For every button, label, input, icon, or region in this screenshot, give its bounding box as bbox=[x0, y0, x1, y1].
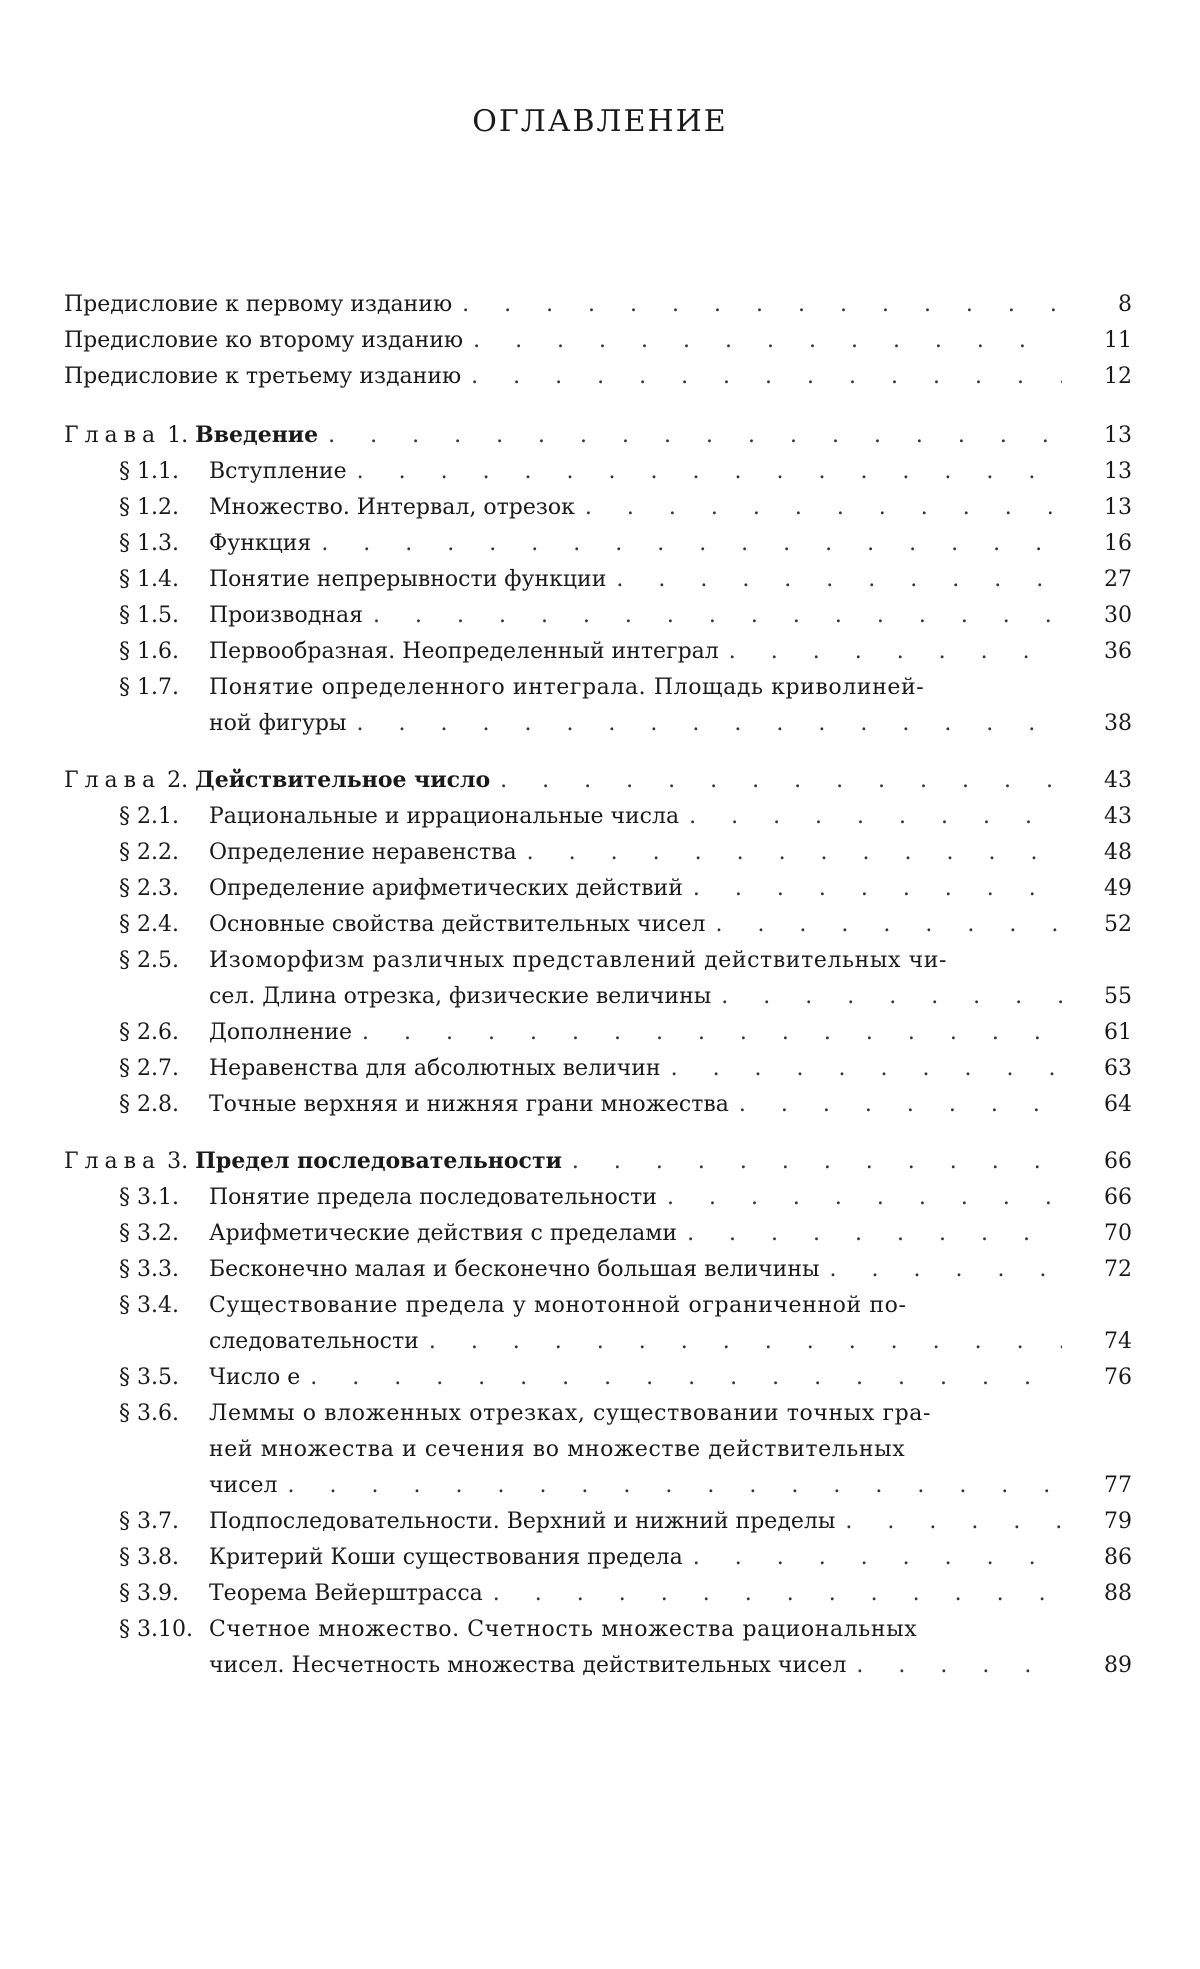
section-number: § 3.3. bbox=[119, 1257, 179, 1282]
toc-entry-section[interactable] bbox=[64, 1504, 1132, 1540]
dot-leader bbox=[288, 1468, 1062, 1504]
section-number: § 1.3. bbox=[119, 531, 179, 556]
section-title: Точные верхняя и нижняя грани множества bbox=[209, 1092, 729, 1117]
toc-entry-section[interactable] bbox=[64, 871, 1132, 907]
section-number: § 3.10. bbox=[119, 1617, 193, 1642]
section-title: Дополнение bbox=[209, 1020, 353, 1045]
toc-entry-section[interactable] bbox=[64, 1396, 1132, 1432]
section-title: Вступление bbox=[209, 459, 347, 484]
page-number: 11 bbox=[1104, 328, 1132, 353]
section-number: § 1.4. bbox=[119, 567, 179, 592]
dot-leader bbox=[729, 634, 1062, 670]
page-number: 13 bbox=[1104, 459, 1132, 484]
dot-leader bbox=[693, 871, 1062, 907]
toc-entry-continuation[interactable] bbox=[64, 706, 1132, 742]
page-title: ОГЛАВЛЕНИЕ bbox=[472, 104, 728, 139]
toc-entry-section[interactable] bbox=[64, 1180, 1132, 1216]
toc-entry-section[interactable] bbox=[64, 490, 1132, 526]
chapter-word: Глава bbox=[64, 768, 162, 793]
toc-entry-section[interactable] bbox=[64, 943, 1132, 979]
section-title: Понятие непрерывности функции bbox=[209, 567, 607, 592]
section-title: чисел bbox=[209, 1473, 278, 1498]
chapter-number: 1. bbox=[167, 423, 196, 448]
section-number: § 2.3. bbox=[119, 876, 179, 901]
chapter-number: 3. bbox=[167, 1149, 196, 1174]
toc-entry-section[interactable] bbox=[64, 1288, 1132, 1324]
dot-leader bbox=[830, 1252, 1063, 1288]
section-title: Первообразная. Неопределенный интеграл bbox=[209, 639, 719, 664]
page-number: 74 bbox=[1104, 1329, 1132, 1354]
dot-leader bbox=[462, 287, 1062, 323]
toc-entry-section[interactable] bbox=[64, 454, 1132, 490]
dot-leader bbox=[362, 1015, 1062, 1051]
section-number: § 3.8. bbox=[119, 1545, 179, 1570]
section-number: § 2.2. bbox=[119, 840, 179, 865]
section-title: следовательности bbox=[209, 1329, 419, 1354]
toc-entry-continuation[interactable] bbox=[64, 1468, 1132, 1504]
section-title: Арифметические действия с пределами bbox=[209, 1221, 678, 1246]
toc-entry-preface[interactable] bbox=[64, 359, 1132, 395]
toc-entry-chapter[interactable] bbox=[64, 762, 1132, 799]
chapter-title: Действительное число bbox=[195, 767, 491, 793]
page-number: 72 bbox=[1104, 1257, 1132, 1282]
section-number: § 2.6. bbox=[119, 1020, 179, 1045]
page-number: 76 bbox=[1104, 1365, 1132, 1390]
section-title: Понятие определенного интеграла. Площадь криволиней- bbox=[209, 675, 925, 700]
page-number: 43 bbox=[1104, 804, 1132, 829]
toc-entry-section[interactable] bbox=[64, 526, 1132, 562]
section-number: § 3.9. bbox=[119, 1581, 179, 1606]
section-number: § 2.1. bbox=[119, 804, 179, 829]
chapter-title: Предел последовательности bbox=[195, 1148, 562, 1174]
dot-leader bbox=[687, 1216, 1062, 1252]
dot-leader bbox=[845, 1504, 1062, 1540]
chapter-word: Глава bbox=[64, 423, 162, 448]
toc-entry-continuation[interactable] bbox=[64, 1648, 1132, 1684]
toc-entry-section[interactable] bbox=[64, 1612, 1132, 1648]
toc-entry-section[interactable] bbox=[64, 1015, 1132, 1051]
section-title: Подпоследовательности. Верхний и нижний пределы bbox=[209, 1509, 836, 1534]
dot-leader bbox=[357, 706, 1062, 742]
dot-leader bbox=[572, 1144, 1062, 1180]
section-title: Леммы о вложенных отрезках, существовании точных гра- bbox=[209, 1401, 932, 1426]
page-number: 38 bbox=[1104, 711, 1132, 736]
chapter-word: Глава bbox=[64, 1149, 162, 1174]
toc-entry-continuation[interactable] bbox=[64, 1432, 1132, 1468]
dot-leader bbox=[328, 418, 1062, 454]
dot-leader bbox=[493, 1576, 1062, 1612]
dot-leader bbox=[473, 323, 1062, 359]
page-number: 55 bbox=[1104, 984, 1132, 1009]
toc-entry-section[interactable] bbox=[64, 670, 1132, 706]
dot-leader bbox=[429, 1324, 1062, 1360]
toc-entry-section[interactable] bbox=[64, 1540, 1132, 1576]
section-number: § 3.5. bbox=[119, 1365, 179, 1390]
section-number: § 1.2. bbox=[119, 495, 179, 520]
section-title: Неравенства для абсолютных величин bbox=[209, 1056, 661, 1081]
toc-entry-section[interactable] bbox=[64, 598, 1132, 634]
dot-leader bbox=[667, 1180, 1062, 1216]
page-number: 49 bbox=[1104, 876, 1132, 901]
page-number: 16 bbox=[1104, 531, 1132, 556]
section-title: Счетное множество. Счетность множества рациональных bbox=[209, 1617, 918, 1642]
section-number: § 2.8. bbox=[119, 1092, 179, 1117]
toc-entry-section[interactable] bbox=[64, 1360, 1132, 1396]
section-title: Рациональные и иррациональные числа bbox=[209, 804, 680, 829]
section-title: Функция bbox=[209, 531, 312, 556]
toc-entry-section[interactable] bbox=[64, 799, 1132, 835]
toc-entry-section[interactable] bbox=[64, 1216, 1132, 1252]
dot-leader bbox=[715, 907, 1062, 943]
section-title: Теорема Вейерштрасса bbox=[209, 1581, 483, 1606]
dot-leader bbox=[321, 526, 1062, 562]
section-title: Число e bbox=[209, 1365, 301, 1390]
dot-leader bbox=[357, 454, 1062, 490]
section-title: Производная bbox=[209, 603, 364, 628]
section-number: § 2.5. bbox=[119, 948, 179, 973]
table-of-contents bbox=[64, 287, 1132, 1684]
toc-entry-continuation[interactable] bbox=[64, 1324, 1132, 1360]
page-number: 48 bbox=[1104, 840, 1132, 865]
chapter-title: Введение bbox=[195, 422, 319, 448]
section-title: ной фигуры bbox=[209, 711, 347, 736]
dot-leader bbox=[689, 799, 1062, 835]
entry-title: Предисловие ко второму изданию bbox=[64, 328, 464, 353]
section-number: § 3.4. bbox=[119, 1293, 179, 1318]
section-number: § 3.2. bbox=[119, 1221, 179, 1246]
page-number: 8 bbox=[1118, 292, 1132, 317]
section-number: § 2.7. bbox=[119, 1056, 179, 1081]
section-number: § 3.6. bbox=[119, 1401, 179, 1426]
section-number: § 1.1. bbox=[119, 459, 179, 484]
page-number: 89 bbox=[1104, 1653, 1132, 1678]
section-title: Существование предела у монотонной ограниченной по- bbox=[209, 1293, 907, 1318]
page-number: 27 bbox=[1104, 567, 1132, 592]
page-number: 13 bbox=[1104, 495, 1132, 520]
dot-leader bbox=[721, 979, 1062, 1015]
dot-leader bbox=[527, 835, 1062, 871]
page-number: 52 bbox=[1104, 912, 1132, 937]
toc-entry-section[interactable] bbox=[64, 1051, 1132, 1087]
entry-title: Предисловие к третьему изданию bbox=[64, 364, 462, 389]
page-number: 66 bbox=[1104, 1185, 1132, 1210]
section-number: § 1.7. bbox=[119, 675, 179, 700]
toc-entry-chapter[interactable] bbox=[64, 417, 1132, 454]
dot-leader bbox=[616, 562, 1062, 598]
dot-leader bbox=[585, 490, 1062, 526]
section-title: Понятие предела последовательности bbox=[209, 1185, 657, 1210]
page-number: 61 bbox=[1104, 1020, 1132, 1045]
section-title: сел. Длина отрезка, физические величины bbox=[209, 984, 712, 1009]
page-number: 79 bbox=[1104, 1509, 1132, 1534]
page-number: 30 bbox=[1104, 603, 1132, 628]
toc-entry-continuation[interactable] bbox=[64, 979, 1132, 1015]
page-number: 12 bbox=[1104, 364, 1132, 389]
entry-title: Предисловие к первому изданию bbox=[64, 292, 453, 317]
dot-leader bbox=[739, 1087, 1062, 1123]
section-number: § 1.6. bbox=[119, 639, 179, 664]
section-title: Изоморфизм различных представлений действительных чи- bbox=[209, 948, 948, 973]
toc-entry-section[interactable] bbox=[64, 1087, 1132, 1123]
section-number: § 2.4. bbox=[119, 912, 179, 937]
dot-leader bbox=[500, 763, 1062, 799]
section-number: § 1.5. bbox=[119, 603, 179, 628]
toc-entry-section[interactable] bbox=[64, 1252, 1132, 1288]
page-number: 70 bbox=[1104, 1221, 1132, 1246]
dot-leader bbox=[671, 1051, 1062, 1087]
toc-entry-section[interactable] bbox=[64, 907, 1132, 943]
page-number: 86 bbox=[1104, 1545, 1132, 1570]
section-title: Критерий Коши существования предела bbox=[209, 1545, 683, 1570]
page-number: 88 bbox=[1104, 1581, 1132, 1606]
dot-leader bbox=[693, 1540, 1062, 1576]
page-number: 63 bbox=[1104, 1056, 1132, 1081]
page-number: 77 bbox=[1104, 1473, 1132, 1498]
section-title: Основные свойства действительных чисел bbox=[209, 912, 706, 937]
dot-leader bbox=[373, 598, 1062, 634]
dot-leader bbox=[310, 1360, 1062, 1396]
section-title: Бесконечно малая и бесконечно большая величины bbox=[209, 1257, 820, 1282]
toc-entry-preface[interactable] bbox=[64, 287, 1132, 323]
section-title: чисел. Несчетность множества действительных чисел bbox=[209, 1653, 847, 1678]
section-number: § 3.1. bbox=[119, 1185, 179, 1210]
section-number: § 3.7. bbox=[119, 1509, 179, 1534]
toc-entry-section[interactable] bbox=[64, 835, 1132, 871]
chapter-number: 2. bbox=[167, 768, 196, 793]
toc-entry-chapter[interactable] bbox=[64, 1143, 1132, 1180]
toc-entry-section[interactable] bbox=[64, 634, 1132, 670]
section-title: ней множества и сечения во множестве действительных bbox=[209, 1437, 906, 1462]
page-number: 64 bbox=[1104, 1092, 1132, 1117]
section-title: Множество. Интервал, отрезок bbox=[209, 495, 575, 520]
toc-entry-section[interactable] bbox=[64, 1576, 1132, 1612]
page-number: 66 bbox=[1104, 1149, 1132, 1174]
toc-entry-preface[interactable] bbox=[64, 323, 1132, 359]
page-number: 13 bbox=[1104, 423, 1132, 448]
dot-leader bbox=[856, 1648, 1062, 1684]
page-number: 36 bbox=[1104, 639, 1132, 664]
section-title: Определение арифметических действий bbox=[209, 876, 683, 901]
dot-leader bbox=[471, 359, 1062, 395]
section-title: Определение неравенства bbox=[209, 840, 517, 865]
page-number: 43 bbox=[1104, 768, 1132, 793]
toc-entry-section[interactable] bbox=[64, 562, 1132, 598]
